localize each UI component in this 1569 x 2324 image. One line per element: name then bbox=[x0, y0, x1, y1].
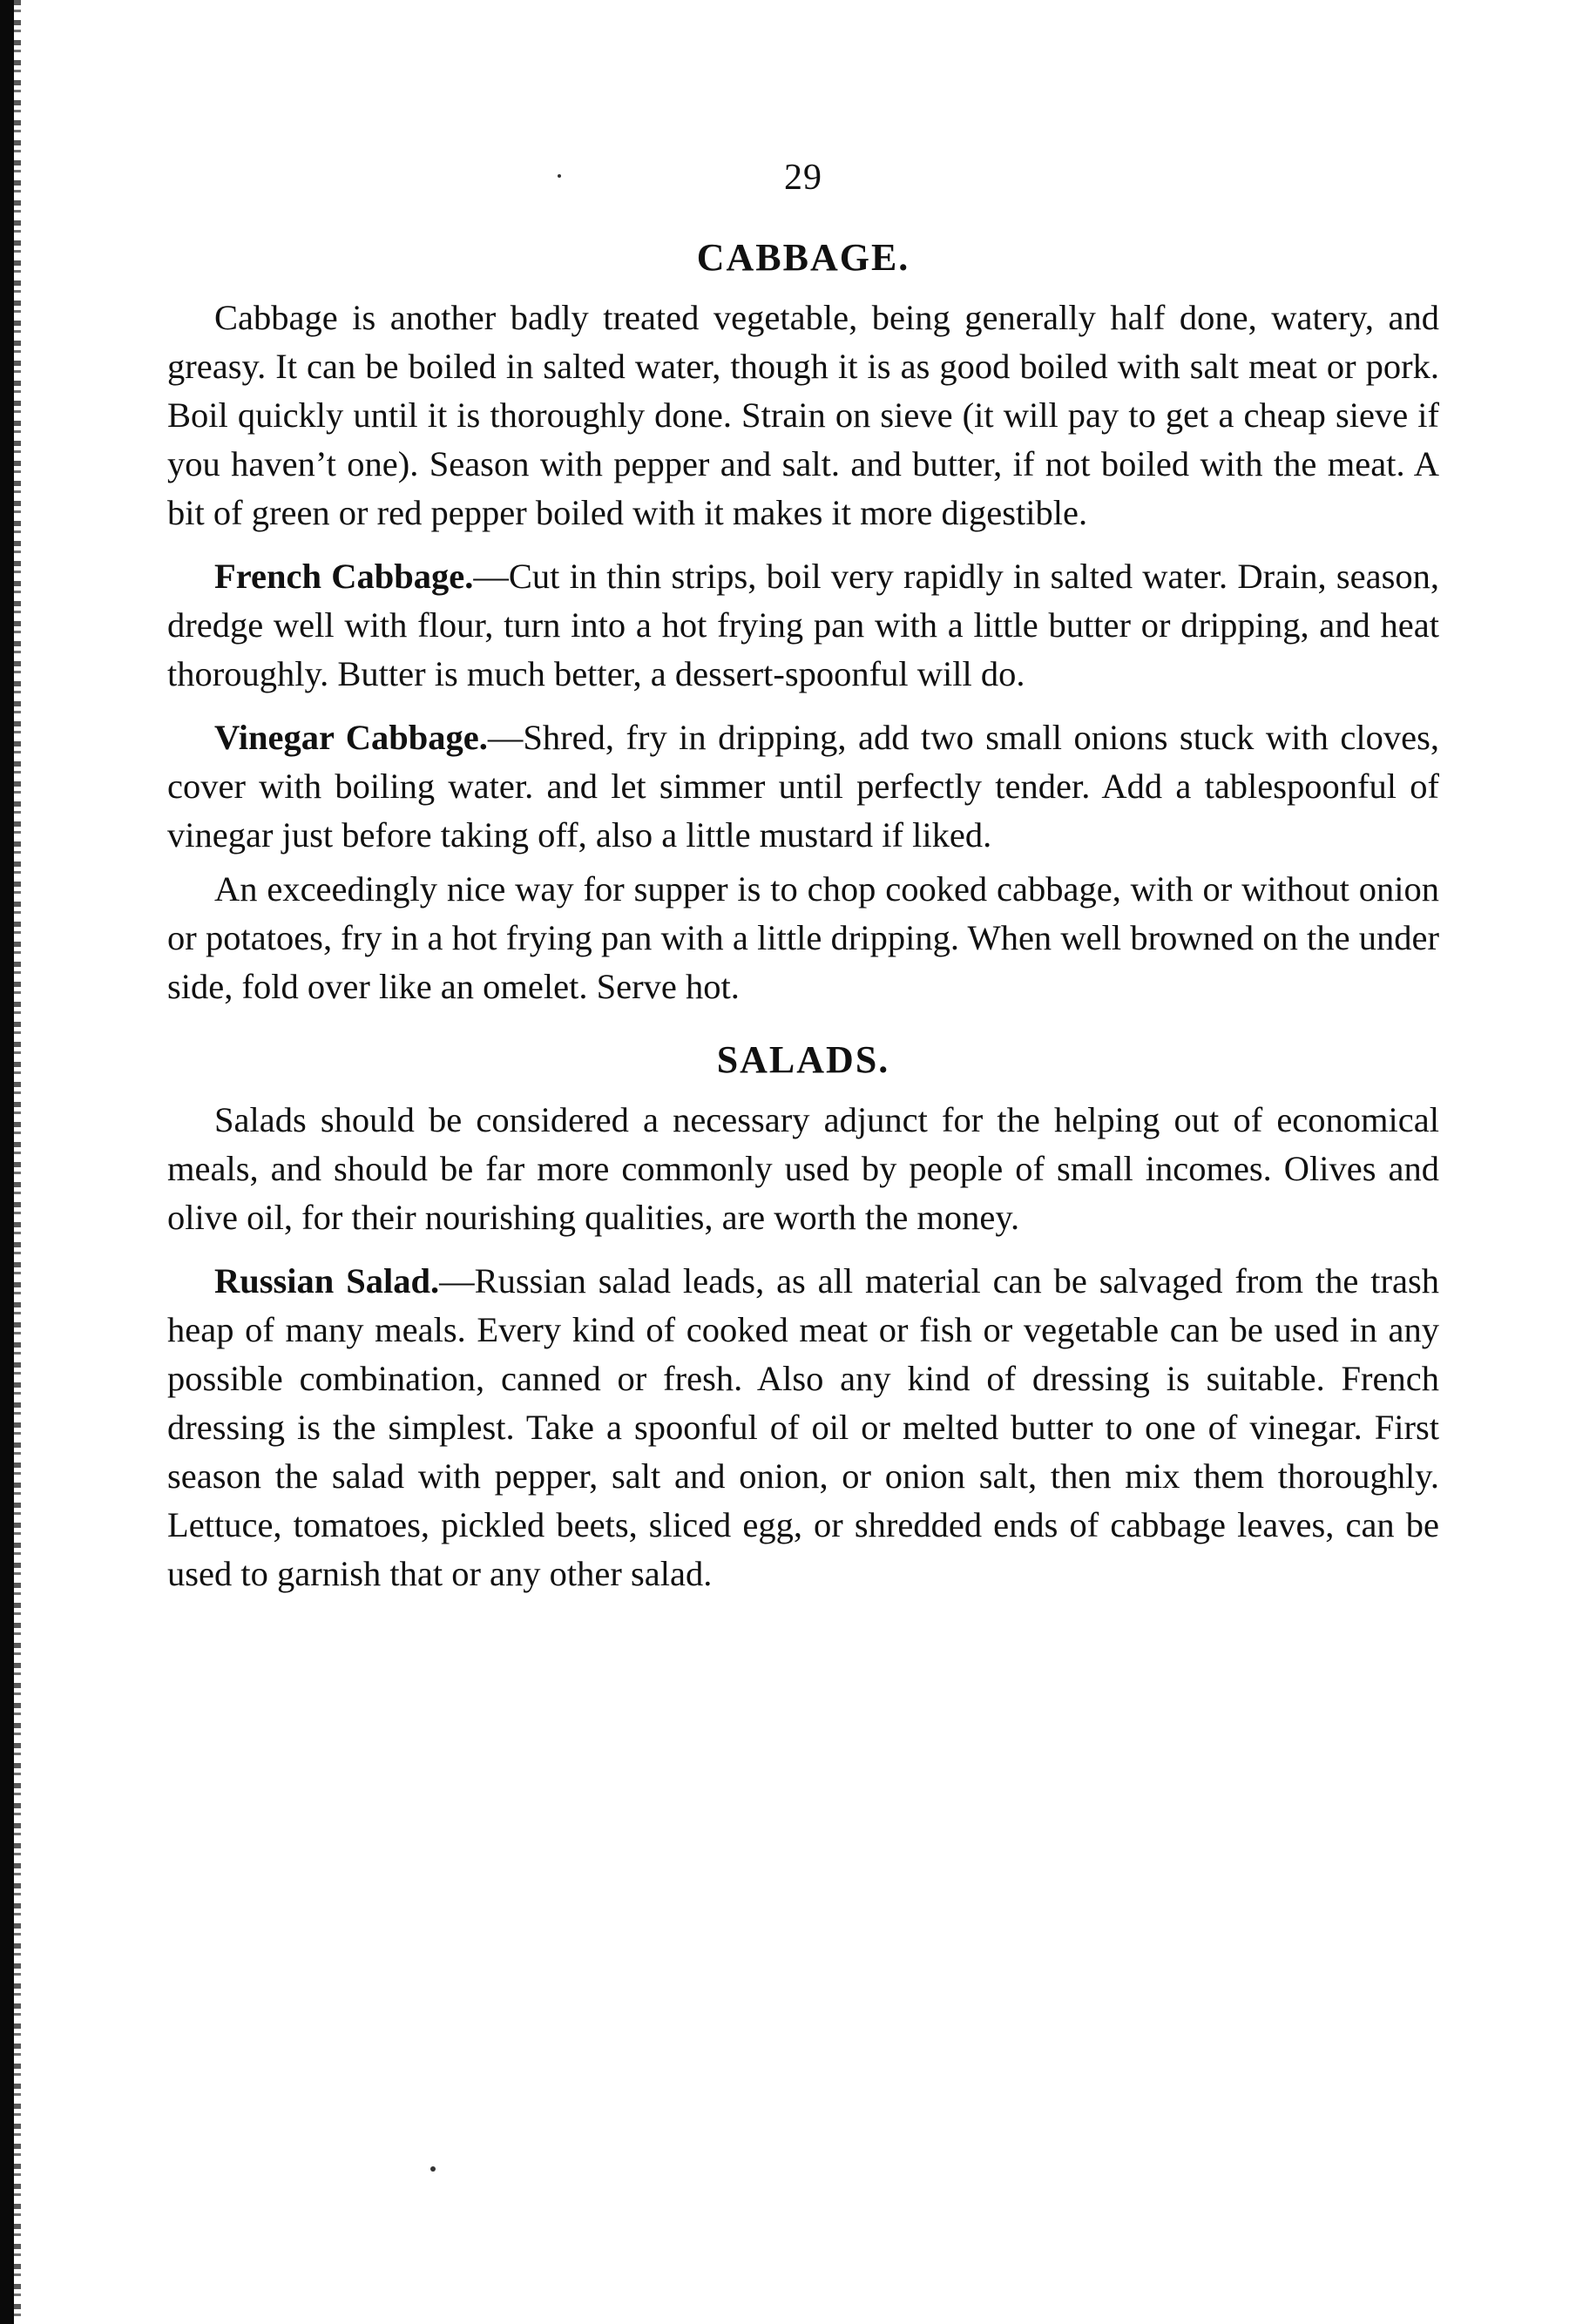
paragraph bbox=[167, 713, 1439, 860]
paragraph-text: —Shred, fry in dripping, add two small onions stuck with cloves, cover with boiling water. and let simmer until perfectly tender. Add a tablespoonful of vinegar just before taking off, also a little mustard if liked. bbox=[167, 718, 1439, 855]
paragraph bbox=[167, 1257, 1439, 1598]
section-heading: SALADS. bbox=[716, 1038, 890, 1081]
paragraph bbox=[167, 294, 1439, 537]
run-in-heading: Russian Salad. bbox=[214, 1261, 440, 1300]
section-salads bbox=[167, 1037, 1439, 1598]
page-binding-texture bbox=[14, 0, 21, 2324]
paragraph-text: An exceedingly nice way for supper is to chop cooked cabbage, with or without onion or potatoes, fry in a hot frying pan with a little dripping. When well browned on the under side, fold over like an omelet. Serve hot. bbox=[167, 869, 1439, 1006]
run-in-heading: French Cabbage. bbox=[214, 557, 474, 596]
paragraph bbox=[167, 552, 1439, 699]
paragraph-text: Salads should be considered a necessary adjunct for the helping out of economical meals, and should be far more commonly used by people of small incomes. Olives and olive oil, for their nourishing qualities, are worth the money. bbox=[167, 1100, 1439, 1237]
paragraph-text: —Russian salad leads, as all material can be salvaged from the trash heap of many meals. Every kind of cooked meat or fish or vegetable can be used in any possible combination, canned or fresh. Also any kind of dressing is suitable. French dressing is the simplest. Take a spoonful of oil or melted butter to one of vinegar. First season the salad with pepper, salt and onion, or onion salt, then mix them thoroughly. Lettuce, tomatoes, pickled beets, sliced egg, or shredded ends of cabbage leaves, can be used to garnish that or any other salad. bbox=[167, 1261, 1439, 1593]
paragraph bbox=[167, 865, 1439, 1011]
run-in-heading: Vinegar Cabbage. bbox=[214, 718, 488, 757]
book-page-text bbox=[167, 157, 1439, 1598]
paragraph bbox=[167, 1096, 1439, 1242]
section-heading: CABBAGE. bbox=[696, 236, 910, 279]
page-binding-edge bbox=[0, 0, 14, 2324]
paragraph-text: Cabbage is another badly treated vegetable, being generally half done, watery, and greasy. It can be boiled in salted water, though it is as good boiled with salt meat or pork. Boil quickly until it is thoroughly done. Strain on sieve (it will pay to get a cheap sieve if you haven’t one). Season with pepper and salt. and butter, if not boiled with the meat. A bit of green or red pepper boiled with it makes it more digestible. bbox=[167, 298, 1439, 532]
scan-speck bbox=[430, 2166, 436, 2172]
section-cabbage bbox=[167, 235, 1439, 1011]
page-number: 29 bbox=[784, 158, 822, 198]
paragraph-text: —Cut in thin strips, boil very rapidly in salted water. Drain, season, dredge well with flour, turn into a hot frying pan with a little butter or dripping, and heat thoroughly. Butter is much better, a dessert-spoonful will do. bbox=[167, 557, 1439, 693]
